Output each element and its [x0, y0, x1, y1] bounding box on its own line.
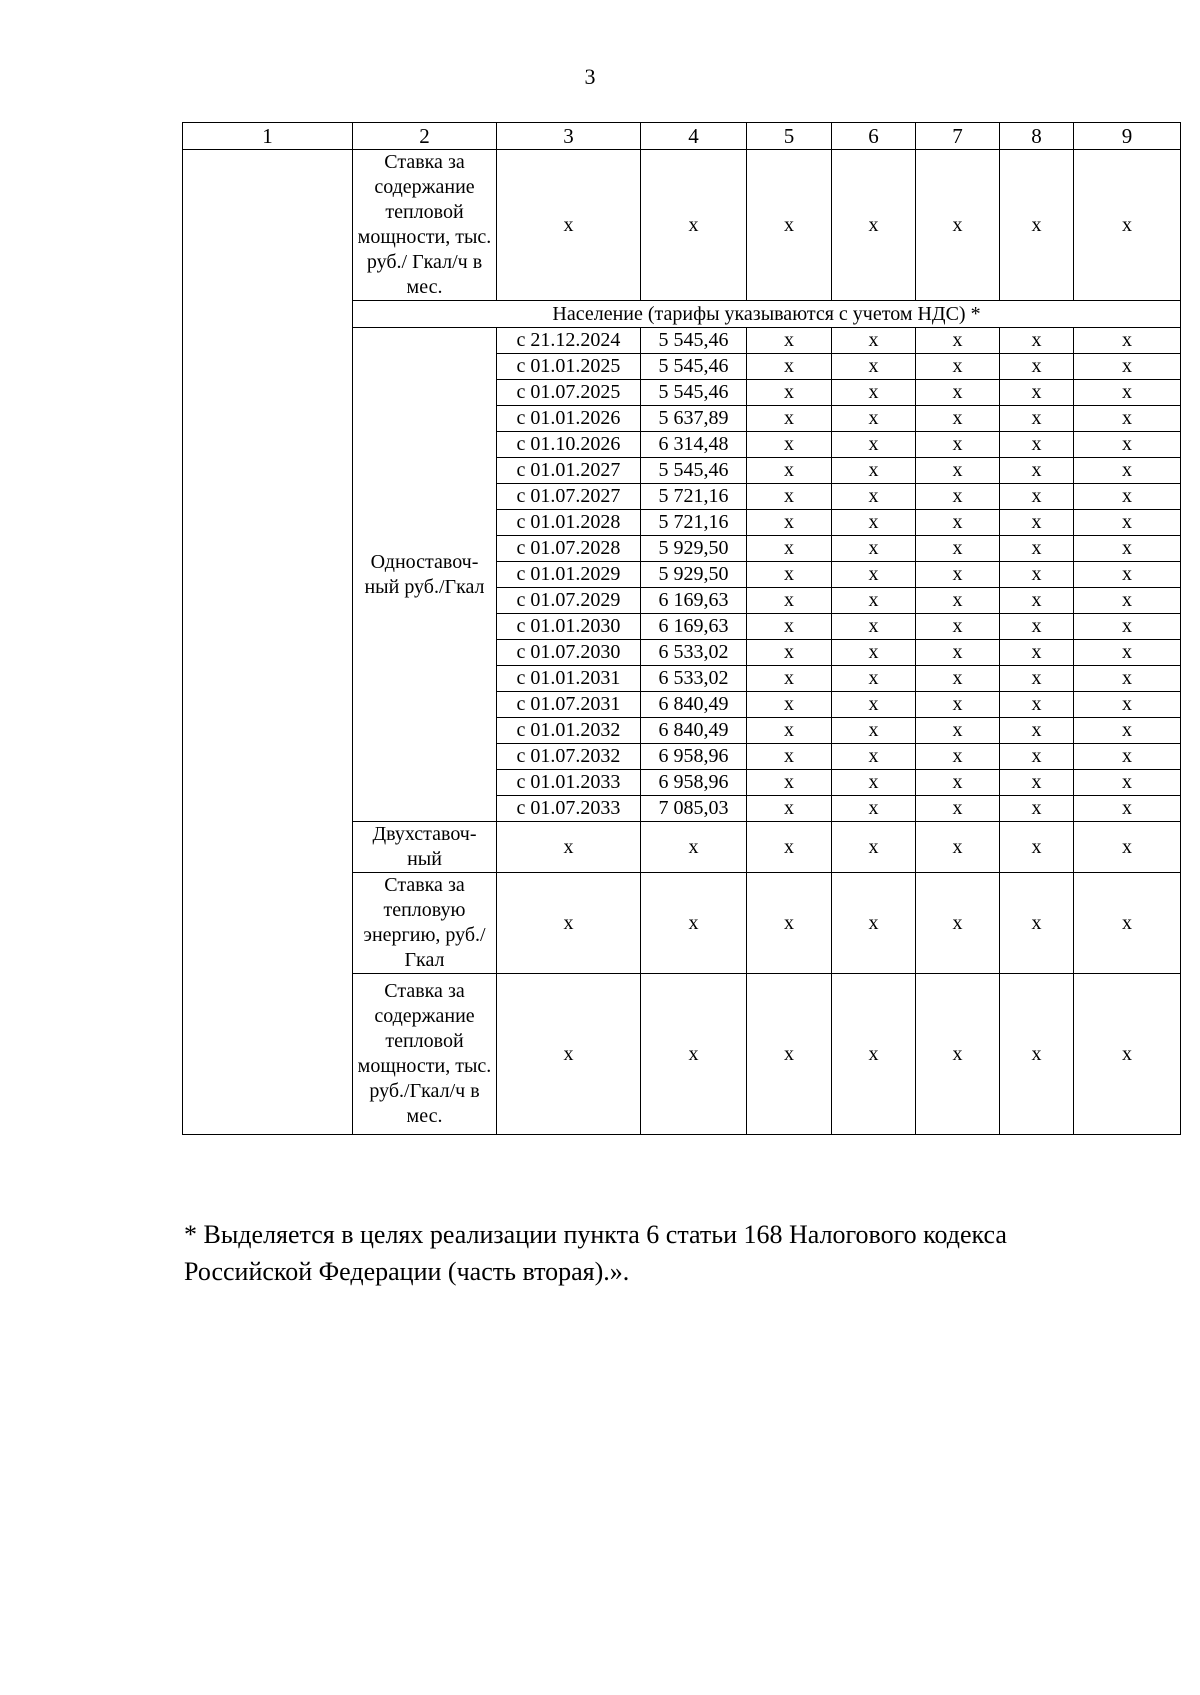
value-cell: х — [832, 484, 916, 510]
value-cell: х — [1074, 150, 1181, 301]
value-cell: х — [747, 873, 832, 974]
value-cell: х — [497, 822, 641, 873]
value-cell: х — [1074, 718, 1181, 744]
tariff-value: 6 840,49 — [641, 692, 747, 718]
section-title: Население (тарифы указываются с учетом НДС) * — [353, 301, 1181, 328]
tariff-value: 5 929,50 — [641, 562, 747, 588]
date-cell: с 01.01.2032 — [497, 718, 641, 744]
value-cell: х — [916, 328, 1000, 354]
column-number: 4 — [641, 123, 747, 150]
value-cell: х — [747, 510, 832, 536]
value-cell: х — [747, 796, 832, 822]
tariff-value: 5 721,16 — [641, 510, 747, 536]
value-cell: х — [1074, 974, 1181, 1135]
date-cell: с 01.07.2031 — [497, 692, 641, 718]
value-cell: х — [916, 796, 1000, 822]
date-cell: с 01.07.2030 — [497, 640, 641, 666]
value-cell: х — [916, 432, 1000, 458]
column-number: 7 — [916, 123, 1000, 150]
value-cell: х — [747, 484, 832, 510]
value-cell: х — [1074, 873, 1181, 974]
date-cell: с 01.07.2027 — [497, 484, 641, 510]
value-cell: х — [916, 822, 1000, 873]
value-cell: х — [916, 770, 1000, 796]
value-cell: х — [1000, 510, 1074, 536]
value-cell: х — [916, 406, 1000, 432]
value-cell: х — [747, 354, 832, 380]
value-cell: х — [832, 666, 916, 692]
date-cell: с 01.01.2031 — [497, 666, 641, 692]
value-cell: х — [916, 614, 1000, 640]
tariff-value: 5 545,46 — [641, 458, 747, 484]
value-cell: х — [832, 562, 916, 588]
value-cell: х — [747, 406, 832, 432]
tariff-value: 5 545,46 — [641, 380, 747, 406]
value-cell: х — [832, 974, 916, 1135]
value-cell: х — [747, 328, 832, 354]
value-cell: х — [916, 484, 1000, 510]
value-cell: х — [1074, 458, 1181, 484]
value-cell: х — [916, 718, 1000, 744]
value-cell: х — [1000, 536, 1074, 562]
date-cell: с 01.01.2027 — [497, 458, 641, 484]
value-cell: х — [916, 380, 1000, 406]
value-cell: х — [1074, 588, 1181, 614]
value-cell: х — [747, 744, 832, 770]
value-cell: х — [916, 588, 1000, 614]
value-cell: х — [832, 432, 916, 458]
tariff-value: 6 533,02 — [641, 666, 747, 692]
value-cell: х — [1000, 458, 1074, 484]
value-cell: х — [1074, 406, 1181, 432]
row-label: Двухставоч-ный — [353, 822, 497, 873]
value-cell: х — [747, 588, 832, 614]
value-cell: х — [832, 458, 916, 484]
value-cell: х — [1000, 562, 1074, 588]
value-cell: х — [747, 974, 832, 1135]
value-cell: х — [641, 150, 747, 301]
tariff-value: 6 958,96 — [641, 744, 747, 770]
table-row — [183, 150, 1181, 301]
entity-cell — [183, 150, 353, 1135]
value-cell: х — [832, 718, 916, 744]
value-cell: х — [1000, 770, 1074, 796]
value-cell: х — [747, 458, 832, 484]
column-number: 3 — [497, 123, 641, 150]
date-cell: с 01.07.2029 — [497, 588, 641, 614]
value-cell: х — [916, 666, 1000, 692]
value-cell: х — [747, 562, 832, 588]
value-cell: х — [1000, 484, 1074, 510]
tariff-table — [182, 122, 1181, 1135]
date-cell: с 01.01.2028 — [497, 510, 641, 536]
date-cell: с 01.07.2028 — [497, 536, 641, 562]
value-cell: х — [832, 588, 916, 614]
tariff-value: 5 637,89 — [641, 406, 747, 432]
value-cell: х — [1074, 614, 1181, 640]
value-cell: х — [1000, 380, 1074, 406]
value-cell: х — [1074, 432, 1181, 458]
tariff-value: 6 169,63 — [641, 614, 747, 640]
value-cell: х — [747, 640, 832, 666]
value-cell: х — [1000, 640, 1074, 666]
value-cell: х — [916, 150, 1000, 301]
value-cell: х — [747, 432, 832, 458]
value-cell: х — [832, 822, 916, 873]
value-cell: х — [1000, 354, 1074, 380]
value-cell: х — [641, 822, 747, 873]
tariff-value: 6 169,63 — [641, 588, 747, 614]
row-label: Ставка за тепловую энергию, руб./Гкал — [353, 873, 497, 974]
value-cell: х — [641, 873, 747, 974]
value-cell: х — [747, 380, 832, 406]
row-label: Ставка за содержание тепловой мощности, тыс. руб./ Гкал/ч в мес. — [353, 150, 497, 301]
value-cell: х — [1074, 770, 1181, 796]
tariff-value: 5 545,46 — [641, 354, 747, 380]
value-cell: х — [1074, 692, 1181, 718]
date-cell: с 01.01.2030 — [497, 614, 641, 640]
value-cell: х — [832, 744, 916, 770]
value-cell: х — [641, 974, 747, 1135]
value-cell: х — [832, 692, 916, 718]
value-cell: х — [1074, 328, 1181, 354]
value-cell: х — [832, 150, 916, 301]
value-cell: х — [832, 380, 916, 406]
tariff-value: 6 314,48 — [641, 432, 747, 458]
value-cell: х — [1000, 406, 1074, 432]
value-cell: х — [747, 614, 832, 640]
value-cell: х — [916, 458, 1000, 484]
value-cell: х — [1074, 796, 1181, 822]
value-cell: х — [1074, 562, 1181, 588]
column-number: 5 — [747, 123, 832, 150]
value-cell: х — [747, 692, 832, 718]
date-cell: с 01.07.2033 — [497, 796, 641, 822]
tariff-value: 5 721,16 — [641, 484, 747, 510]
date-cell: с 01.01.2029 — [497, 562, 641, 588]
value-cell: х — [916, 536, 1000, 562]
tariff-value: 5 545,46 — [641, 328, 747, 354]
value-cell: х — [832, 328, 916, 354]
date-cell: с 01.07.2025 — [497, 380, 641, 406]
value-cell: х — [1000, 666, 1074, 692]
tariff-value: 6 958,96 — [641, 770, 747, 796]
value-cell: х — [832, 536, 916, 562]
value-cell: х — [1074, 354, 1181, 380]
tariff-value: 7 085,03 — [641, 796, 747, 822]
value-cell: х — [497, 873, 641, 974]
date-cell: с 01.01.2033 — [497, 770, 641, 796]
page-number: 3 — [584, 64, 596, 89]
value-cell: х — [832, 406, 916, 432]
value-cell: х — [747, 536, 832, 562]
value-cell: х — [832, 510, 916, 536]
value-cell: х — [1000, 692, 1074, 718]
value-cell: х — [916, 562, 1000, 588]
footnote: * Выделяется в целях реализации пункта 6 статьи 168 Налогового кодекса Российской Федерации (часть вторая).». — [184, 1220, 1007, 1286]
value-cell: х — [1000, 796, 1074, 822]
value-cell: х — [1074, 666, 1181, 692]
column-number: 9 — [1074, 123, 1181, 150]
value-cell: х — [832, 614, 916, 640]
value-cell: х — [916, 873, 1000, 974]
column-number: 2 — [353, 123, 497, 150]
value-cell: х — [497, 150, 641, 301]
value-cell: х — [1000, 614, 1074, 640]
value-cell: х — [1074, 380, 1181, 406]
date-cell: с 01.07.2032 — [497, 744, 641, 770]
value-cell: х — [1074, 744, 1181, 770]
value-cell: х — [1000, 718, 1074, 744]
value-cell: х — [1074, 822, 1181, 873]
value-cell: х — [1074, 640, 1181, 666]
tariff-value: 6 533,02 — [641, 640, 747, 666]
value-cell: х — [1000, 432, 1074, 458]
value-cell: х — [916, 354, 1000, 380]
value-cell: х — [832, 770, 916, 796]
value-cell: х — [747, 770, 832, 796]
value-cell: х — [916, 974, 1000, 1135]
column-number: 8 — [1000, 123, 1074, 150]
table-row — [183, 123, 1181, 150]
value-cell: х — [1000, 150, 1074, 301]
tariff-value: 6 840,49 — [641, 718, 747, 744]
value-cell: х — [916, 640, 1000, 666]
date-cell: с 01.01.2026 — [497, 406, 641, 432]
row-label: Одноставоч-ный руб./Гкал — [353, 328, 497, 822]
value-cell: х — [916, 510, 1000, 536]
value-cell: х — [1000, 744, 1074, 770]
value-cell: х — [1000, 822, 1074, 873]
value-cell: х — [832, 873, 916, 974]
row-label: Ставка за содержание тепловой мощности, тыс. руб./Гкал/ч в мес. — [353, 974, 497, 1135]
value-cell: х — [832, 796, 916, 822]
value-cell: х — [1000, 873, 1074, 974]
tariff-value: 5 929,50 — [641, 536, 747, 562]
value-cell: х — [1000, 588, 1074, 614]
value-cell: х — [747, 718, 832, 744]
value-cell: х — [832, 354, 916, 380]
value-cell: х — [916, 744, 1000, 770]
column-number: 1 — [183, 123, 353, 150]
value-cell: х — [1074, 510, 1181, 536]
value-cell: х — [916, 692, 1000, 718]
date-cell: с 01.10.2026 — [497, 432, 641, 458]
value-cell: х — [1074, 536, 1181, 562]
value-cell: х — [747, 666, 832, 692]
value-cell: х — [497, 974, 641, 1135]
value-cell: х — [1074, 484, 1181, 510]
value-cell: х — [747, 822, 832, 873]
date-cell: с 01.01.2025 — [497, 354, 641, 380]
column-number: 6 — [832, 123, 916, 150]
value-cell: х — [1000, 974, 1074, 1135]
value-cell: х — [1000, 328, 1074, 354]
value-cell: х — [747, 150, 832, 301]
date-cell: с 21.12.2024 — [497, 328, 641, 354]
value-cell: х — [832, 640, 916, 666]
